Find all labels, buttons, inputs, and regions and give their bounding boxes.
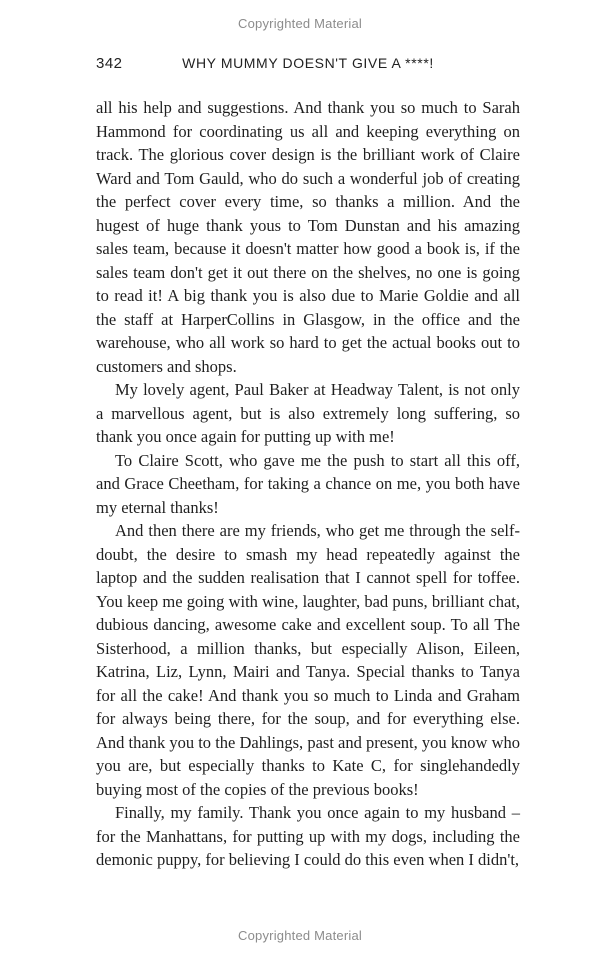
copyright-watermark-top: Copyrighted Material: [238, 16, 362, 31]
paragraph-agent: My lovely agent, Paul Baker at Headway Talent, is not only a marvellous agent, but is also extremely long suffering, so thank you once again for putting up with me!: [96, 380, 520, 446]
paragraph-continued: all his help and suggestions. And thank you so much to Sarah Hammond for coordinating us all and keeping everything on track. The glorious cover design is the brilliant work of Claire Ward and Tom Gauld, who do such a wonderful job of creating the perfect cover every time, so thanks a million. And the hugest of huge thank yous to Tom Dunstan and his amazing sales team, because it doesn't matter how good a book is, if the sales team don't get it out there on the shelves, no one is going to read it! A big thank you is also due to Marie Goldie and all the staff at HarperCollins in Glasgow, in the office and the warehouse, who all work so hard to get the actual books out to customers and shops.: [96, 98, 520, 376]
paragraph-family: Finally, my family. Thank you once again to my husband – for the Manhattans, for putting up with my dogs, including the demonic puppy, for believing I could do this even when I didn't,: [96, 803, 520, 869]
paragraph-claire-grace: To Claire Scott, who gave me the push to start all this off, and Grace Cheetham, for taking a chance on me, you both have my eternal thanks!: [96, 450, 520, 517]
paragraph-friends: And then there are my friends, who get me through the self-doubt, the desire to smash my head repeatedly against the laptop and the sudden realisation that I cannot spell for toffee. You keep me going with wine, laughter, bad puns, brilliant chat, dubious dancing, awesome cake and excellent soup. To all The Sisterhood, a million thanks, but especially Alison, Eileen, Katrina, Liz, Lynn, Mairi and Tanya. Special thanks to Tanya for all the cake! And thank you so much to Linda and Graham for always being there, for the soup, and for everything else. And thank you to the Dahlings, past and present, you know who you are, but especially thanks to Kate C, for singlehandedly buying most of the copies of the previous books!: [96, 521, 520, 799]
copyright-watermark-bottom: Copyrighted Material: [238, 928, 362, 943]
running-head: [96, 55, 520, 79]
body-text: [96, 96, 520, 872]
running-title: WHY MUMMY DOESN'T GIVE A ****!: [182, 55, 434, 71]
page-number: 342: [96, 55, 123, 72]
